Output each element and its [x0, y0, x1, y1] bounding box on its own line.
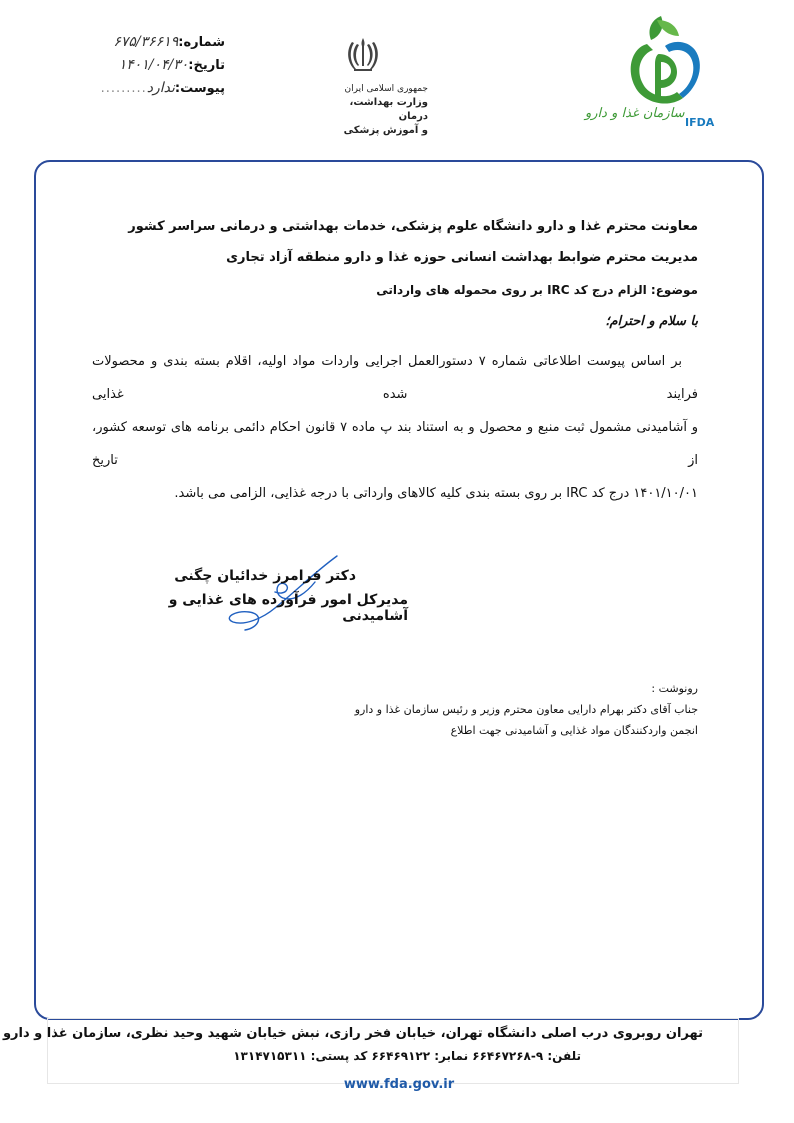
- recipient-1: معاونت محترم غذا و دارو دانشگاه علوم پزشکی، خدمات بهداشتی و درمانی سراسر کشور: [128, 219, 698, 234]
- signatory-name: دکتر فرامرز خدائیان چگنی: [174, 568, 356, 584]
- attachment-label: پیوست:: [174, 81, 225, 96]
- attachment-dots: .........: [100, 81, 147, 96]
- ifda-logo-icon: [585, 14, 725, 114]
- ifda-logo: [585, 14, 725, 134]
- footer-website-link[interactable]: www.fda.gov.ir: [343, 1077, 455, 1092]
- date-value: ۱۴۰۱/۰۴/۳۰: [118, 57, 189, 73]
- logo-abbreviation: IFDA: [685, 116, 715, 129]
- number-value: ۶۷۵/۳۶۶۱۹: [113, 34, 179, 50]
- iran-emblem-icon: [346, 36, 380, 76]
- footer-address: تهران روبروی درب اصلی دانشگاه تهران، خیابان فخر رازی، نبش خیابان شهید وحید نظری، سازمان غذا و دارو: [2, 1026, 703, 1041]
- attachment-row: [100, 80, 225, 103]
- cc-label: رونوشت :: [651, 682, 698, 695]
- number-row: [100, 34, 225, 57]
- cc-line-2: انجمن واردکنندگان مواد غذایی و آشامیدنی جهت اطلاع: [450, 724, 698, 737]
- emblem-line-3: و آموزش پزشکی: [343, 125, 428, 136]
- emblem-line-2: وزارت بهداشت، درمان: [349, 97, 428, 122]
- subject-line: موضوع: الزام درج کد IRC بر روی محموله های وارداتی: [376, 283, 698, 297]
- cc-line-1: جناب آقای دکتر بهرام دارایی معاون محترم وزیر و رئیس سازمان غذا و دارو: [354, 703, 698, 716]
- logo-caption: سازمان غذا و دارو: [585, 106, 685, 121]
- recipient-2: مدیریت محترم ضوابط بهداشت انسانی حوزه غذا و دارو منطقه آزاد تجاری: [226, 250, 698, 265]
- signatory-title: مدیرکل امور فرآورده های غذایی و آشامیدنی: [168, 592, 408, 624]
- footer-phones: تلفن: ۹-۶۶۴۶۷۲۶۸ نمابر: ۶۶۴۶۹۱۲۲ کد پستی: ۱۳۱۴۷۱۵۳۱۱: [233, 1049, 581, 1063]
- letter-body: [92, 345, 698, 510]
- letter-meta: [100, 34, 225, 103]
- body-line-3: ۱۴۰۱/۱۰/۰۱ درج کد IRC بر روی بسته بندی کلیه کالاهای وارداتی با درجه غذایی، الزامی می باشد.: [174, 486, 698, 501]
- signature-block: [150, 568, 408, 624]
- emblem-line-1: جمهوری اسلامی ایران: [344, 84, 428, 94]
- body-line-1: بر اساس پیوست اطلاعاتی شماره ۷ دستورالعمل اجرایی واردات مواد اولیه، اقلام بسته بندی و محصولات فرایند شده غذایی: [92, 354, 698, 402]
- attachment-value: ندارد: [146, 80, 175, 96]
- emblem-block: [318, 36, 428, 138]
- body-line-2: و آشامیدنی مشمول ثبت منبع و محصول و به استناد بند پ ماده ۷ قانون احکام دائمی برنامه های توسعه کشور، از تاریخ: [92, 420, 698, 468]
- date-label: تاریخ:: [188, 58, 225, 73]
- date-row: [100, 57, 225, 80]
- greeting: با سلام و احترام؛: [605, 314, 698, 329]
- number-label: شماره:: [178, 35, 225, 50]
